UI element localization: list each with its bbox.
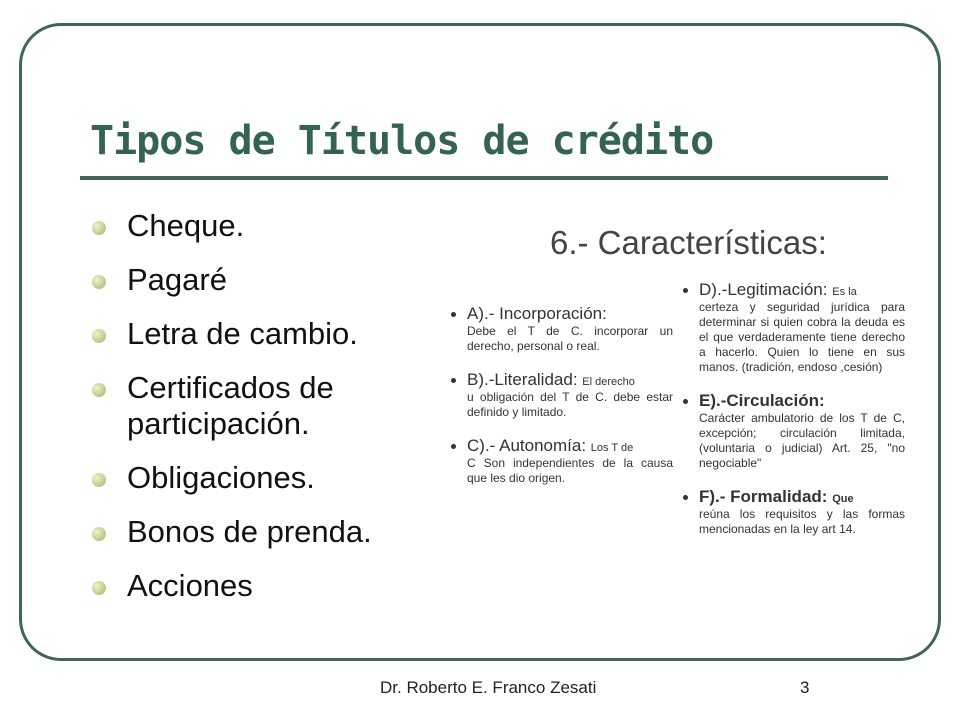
bullet-dot-icon	[683, 495, 688, 500]
footer-author: Dr. Roberto E. Franco Zesati	[380, 678, 597, 697]
bullet-dot-icon	[92, 581, 106, 595]
characteristic-item	[451, 304, 673, 354]
characteristic-text: Carácter ambulatorio de los T de C, excepción; circulación limitada, (voluntaria o judicial) Art. 25, "no negociable"	[699, 411, 905, 470]
characteristics-left-column	[451, 304, 673, 502]
characteristic-heading: E).-Circulación:	[699, 391, 825, 410]
characteristics-image	[443, 218, 913, 588]
bullet-text: Letra de cambio.	[127, 316, 358, 351]
bullet-text: Obligaciones.	[127, 460, 315, 495]
bullet-dot-icon	[92, 329, 106, 343]
bullet-dot-icon	[683, 288, 688, 293]
bullet-item	[92, 514, 432, 550]
characteristic-text: certeza y seguridad jurídica para determinar si quien cobra la deuda es el que verdaderamente tiene derecho a hacerlo. Quien lo tiene en sus manos. (tradición, endoso ,cesión)	[699, 300, 905, 374]
characteristic-item	[683, 280, 905, 375]
characteristic-item	[683, 391, 905, 471]
bullet-dot-icon	[451, 444, 456, 449]
page-number: 3	[800, 678, 810, 697]
characteristic-heading: B).-Literalidad: El derecho	[467, 370, 635, 389]
characteristic-text: u obligación del T de C. debe estar definido y limitado.	[467, 390, 673, 419]
bullet-text: Acciones	[127, 568, 253, 603]
bullet-item	[92, 208, 432, 244]
characteristic-text: reúna los requisitos y las formas mencionadas en la ley art 14.	[699, 507, 905, 536]
bullet-dot-icon	[451, 312, 456, 317]
bullet-item	[92, 316, 432, 352]
bullet-dot-icon	[451, 378, 456, 383]
bullet-dot-icon	[92, 221, 106, 235]
characteristic-item	[451, 370, 673, 420]
bullet-list	[92, 208, 432, 622]
bullet-item	[92, 568, 432, 604]
title-underline	[80, 176, 888, 180]
bullet-item	[92, 370, 432, 442]
bullet-dot-icon	[92, 527, 106, 541]
characteristics-right-column	[683, 280, 905, 553]
characteristic-heading: C).- Autonomía: Los T de	[467, 436, 634, 455]
bullet-item	[92, 262, 432, 298]
characteristic-item	[451, 436, 673, 486]
slide-title: Tipos de Títulos de crédito	[90, 118, 714, 164]
bullet-dot-icon	[92, 473, 106, 487]
bullet-item	[92, 460, 432, 496]
characteristic-item	[683, 487, 905, 537]
bullet-text: Cheque.	[127, 208, 245, 243]
bullet-dot-icon	[92, 383, 106, 397]
characteristic-heading: A).- Incorporación:	[467, 304, 607, 323]
characteristic-text: C Son independientes de la causa que les dio origen.	[467, 456, 673, 485]
bullet-text: Certificados de participación.	[127, 370, 334, 441]
characteristic-heading: D).-Legitimación: Es la	[699, 280, 857, 299]
bullet-dot-icon	[92, 275, 106, 289]
bullet-text: Pagaré	[127, 262, 227, 297]
image-title: 6.- Características:	[550, 224, 827, 261]
characteristic-heading: F).- Formalidad: Que	[699, 487, 854, 506]
bullet-text: Bonos de prenda.	[127, 514, 372, 549]
characteristic-text: Debe el T de C. incorporar un derecho, personal o real.	[467, 324, 673, 353]
bullet-dot-icon	[683, 399, 688, 404]
